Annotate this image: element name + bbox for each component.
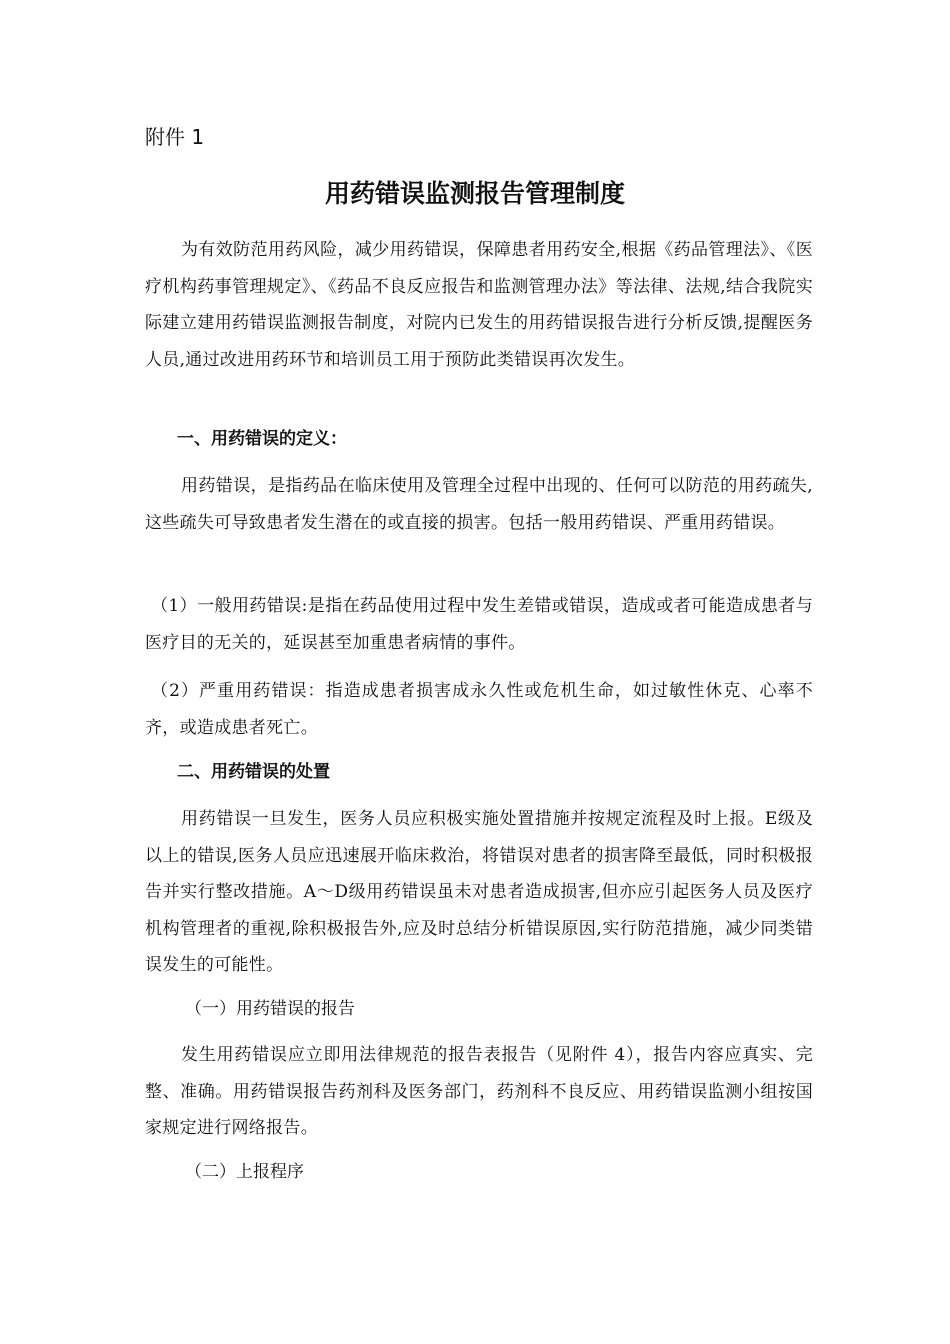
intro-paragraph: 为有效防范用药风险，减少用药错误，保障患者用药安全,根据《药品管理法》、《医疗机构药事管理规定》、《药品不良反应报告和监测管理办法》等法律、法规,结合我院实际建立建用药错误监测报告制度，对院内已发生的用药错误报告进行分析反馈,提醒医务人员,通过改进用药环节和培训员工用于预防此类错误再次发生。 <box>145 240 813 370</box>
section-heading-definition: 一、用药错误的定义： <box>177 429 347 449</box>
document-title: 用药错误监测报告管理制度 <box>324 179 625 208</box>
report-paragraph: 发生用药错误应立即用法律规范的报告表报告（见附件 4），报告内容应真实、完整、准确。用药错误报告药剂科及医务部门，药剂科不良反应、用药错误监测小组按国家规定进行网络报告。 <box>145 1045 813 1138</box>
handling-paragraph: 用药错误一旦发生，医务人员应积极实施处置措施并按规定流程及时上报。E级及以上的错误,医务人员应迅速展开临床救治，将错误对患者的损害降至最低，同时积极报告并实行整改措施。A～D级用药错误虽未对患者造成损害,但亦应引起医务人员及医疗机构管理者的重视,除积极报告外,应及时总结分析错误原因,实行防范措施，减少同类错误发生的可能性。 <box>145 809 813 975</box>
definition-item-serious: （2）严重用药错误：指造成患者损害成永久性或危机生命，如过敏性休克、心率不齐，或造成患者死亡。 <box>145 681 813 738</box>
attachment-label: 附件 1 <box>145 125 205 149</box>
subsection-heading-procedure: （二）上报程序 <box>185 1162 304 1182</box>
subsection-heading-report: （一）用药错误的报告 <box>185 999 355 1019</box>
definition-item-general: （1）一般用药错误:是指在药品使用过程中发生差错或错误，造成或者可能造成患者与医疗目的无关的，延误甚至加重患者病情的事件。 <box>145 596 813 653</box>
section-heading-handling: 二、用药错误的处置 <box>177 762 330 782</box>
definition-paragraph: 用药错误，是指药品在临床使用及管理全过程中出现的、任何可以防范的用药疏失,这些疏失可导致患者发生潜在的或直接的损害。包括一般用药错误、严重用药错误。 <box>145 476 813 533</box>
